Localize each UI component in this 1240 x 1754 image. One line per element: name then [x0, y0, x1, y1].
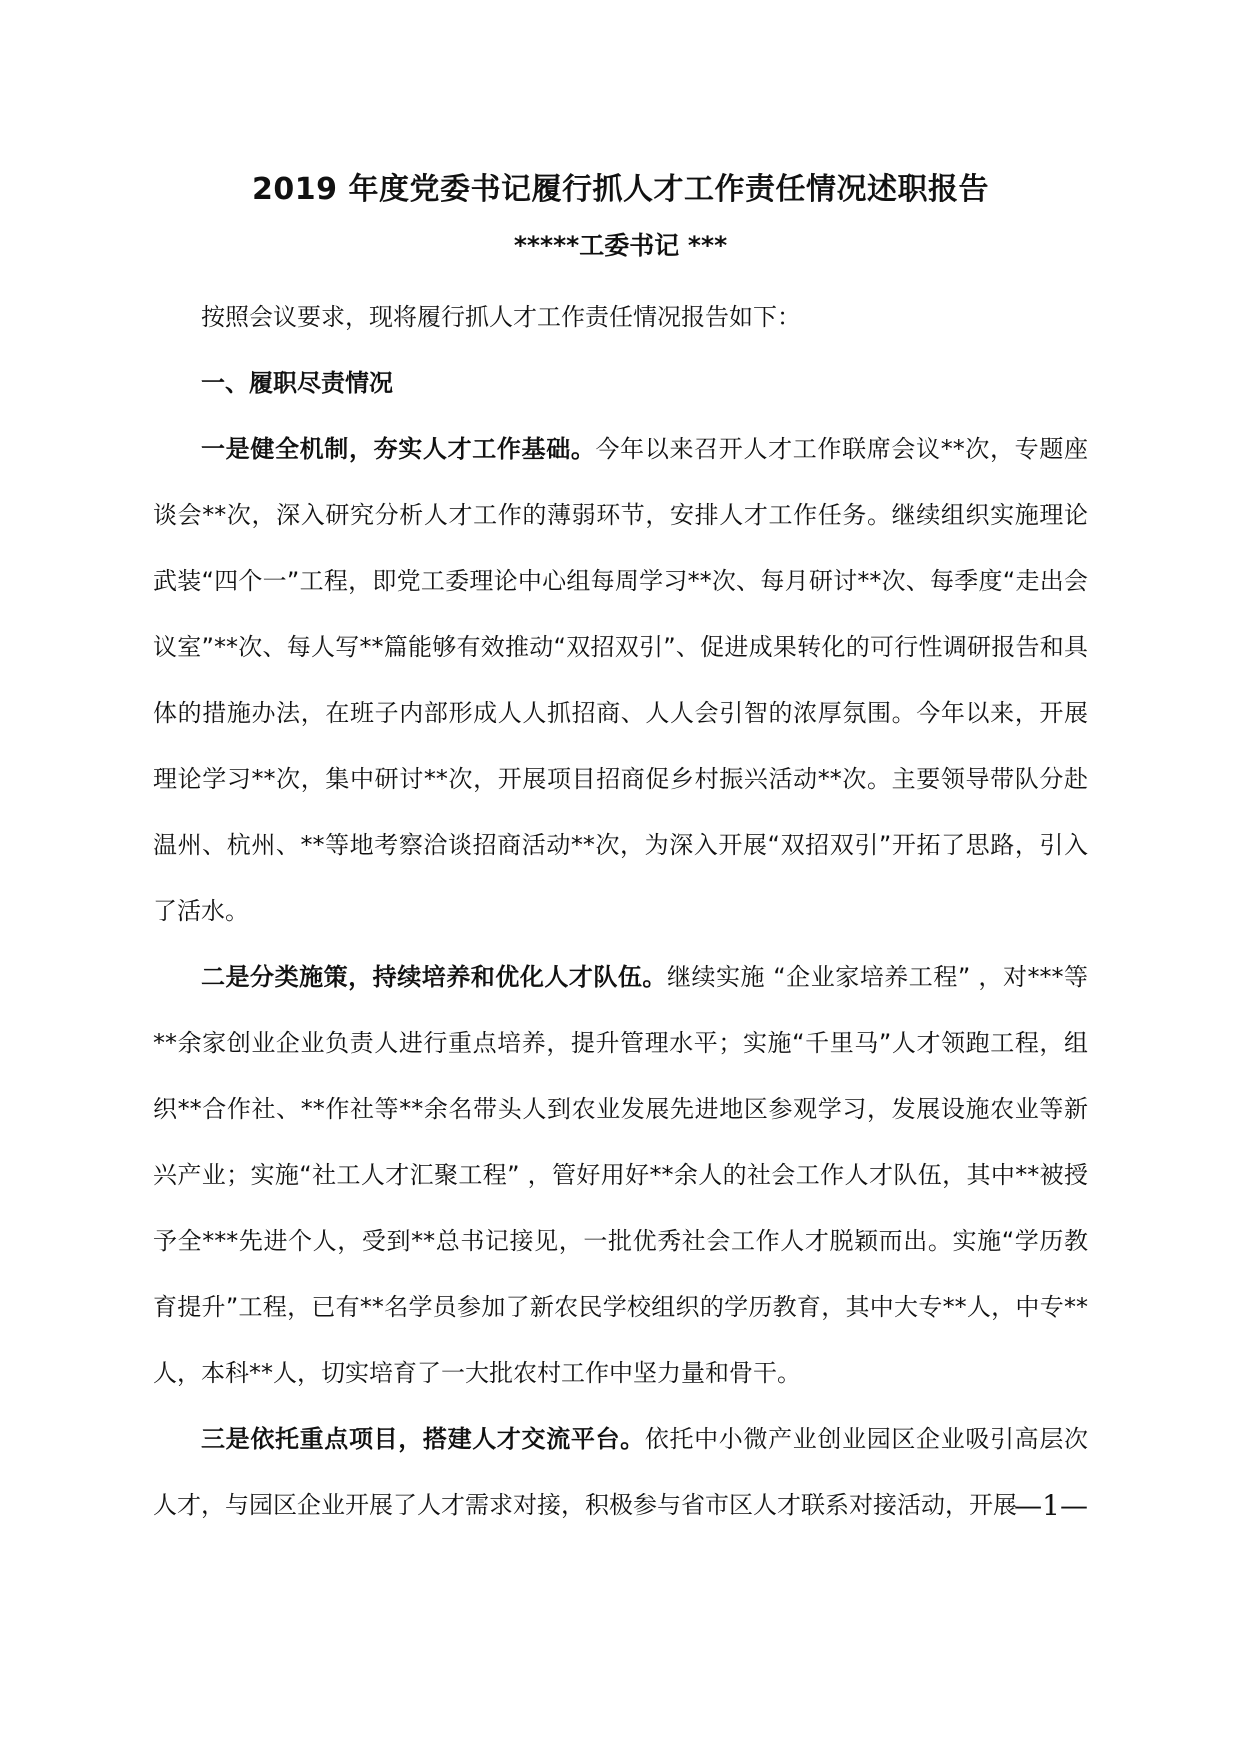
- document-body: [153, 160, 1088, 1538]
- paragraph-1: [153, 416, 1088, 944]
- paragraph-1-lead: 一是健全机制，夯实人才工作基础。: [201, 435, 596, 463]
- paragraph-1-body: 今年以来召开人才工作联席会议**次，专题座谈会**次，深入研究分析人才工作的薄弱环节，安排人才工作任务。继续组织实施理论武装“四个一”工程，即党工委理论中心组每周学习**次、每月研讨**次、每季度“走出会议室”**次、每人写**篇能够有效推动“双招双引”、促进成果转化的可行性调研报告和具体的措施办法，在班子内部形成人人抓招商、人人会引智的浓厚氛围。今年以来，开展理论学习**次，集中研讨**次，开展项目招商促乡村振兴活动**次。主要领导带队分赴温州、杭州、**等地考察洽谈招商活动**次，为深入开展“双招双引”开拓了思路，引入了活水。: [153, 435, 1088, 925]
- page-number: —1—: [1014, 1489, 1088, 1522]
- document-title: 2019 年度党委书记履行抓人才工作责任情况述职报告: [252, 172, 989, 207]
- section-heading: 一、履职尽责情况: [201, 369, 393, 397]
- paragraph-2: [153, 944, 1088, 1406]
- intro-paragraph: 按照会议要求，现将履行抓人才工作责任情况报告如下：: [201, 303, 801, 331]
- paragraph-2-lead: 二是分类施策，持续培养和优化人才队伍。: [201, 963, 667, 991]
- paragraph-3-lead: 三是依托重点项目，搭建人才交流平台。: [201, 1425, 645, 1453]
- paragraph-3: [153, 1406, 1088, 1538]
- paragraph-2-body: 继续实施 “企业家培养工程” ，对***等**余家创业企业负责人进行重点培养，提升管理水平；实施“千里马”人才领跑工程，组织**合作社、**作社等**余名带头人到农业发展先进地区参观学习，发展设施农业等新兴产业；实施“社工人才汇聚工程” ，管好用好**余人的社会工作人才队伍，其中**被授予全***先进个人，受到**总书记接见，一批优秀社会工作人才脱颖而出。实施“学历教育提升”工程，已有**名学员参加了新农民学校组织的学历教育，其中大专**人，中专**人，本科**人，切实培育了一大批农村工作中坚力量和骨干。: [153, 963, 1089, 1387]
- paragraph-3-body: 依托中小微产业创业园区企业吸引高层次人才，与园区企业开展了人才需求对接，积极参与省市区人才联系对接活动，开展: [153, 1425, 1088, 1519]
- document-subtitle: *****工委书记 ***: [513, 231, 728, 260]
